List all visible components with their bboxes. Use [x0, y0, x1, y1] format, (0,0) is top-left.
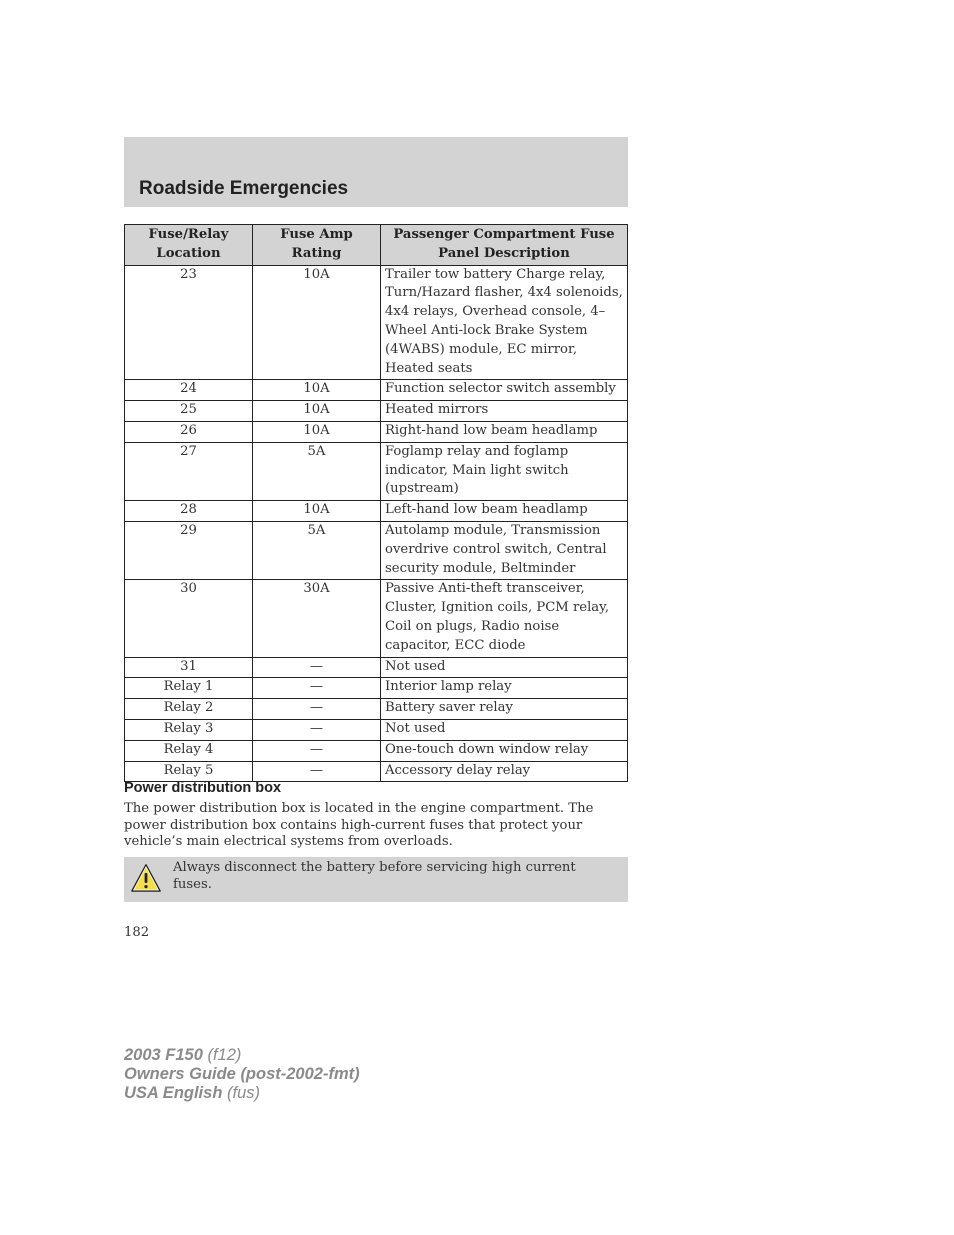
section-header-band — [124, 137, 628, 207]
table-row — [125, 421, 628, 442]
cell-rating: 10A — [253, 401, 381, 422]
table-row — [125, 761, 628, 782]
cell-description: Trailer tow battery Charge relay, Turn/Hazard flasher, 4x4 solenoids, 4x4 relays, Overhead console, 4–Wheel Anti-lock Brake System (4WABS) module, EC mirror, Heated seats — [381, 265, 628, 380]
table-row — [125, 401, 628, 422]
cell-rating: — — [253, 678, 381, 699]
cell-rating: 10A — [253, 265, 381, 380]
cell-description: Function selector switch assembly — [381, 380, 628, 401]
cell-location: Relay 4 — [125, 740, 253, 761]
cell-rating: — — [253, 740, 381, 761]
cell-location: Relay 3 — [125, 719, 253, 740]
cell-rating: 5A — [253, 521, 381, 579]
footer-line-2: Owners Guide (post-2002-fmt) — [124, 1065, 360, 1083]
body-paragraph: The power distribution box is located in the engine compartment. The power distribution box contains high-current fuses that protect your vehicle’s main electrical systems from overloads. — [124, 801, 594, 850]
table-row — [125, 501, 628, 522]
cell-rating: 10A — [253, 501, 381, 522]
cell-location: 31 — [125, 657, 253, 678]
cell-description: Battery saver relay — [381, 699, 628, 720]
cell-location: 29 — [125, 521, 253, 579]
cell-description: Accessory delay relay — [381, 761, 628, 782]
cell-rating: 5A — [253, 442, 381, 500]
subsection-heading: Power distribution box — [124, 780, 282, 796]
cell-location: 28 — [125, 501, 253, 522]
table-row — [125, 678, 628, 699]
table-row — [125, 265, 628, 380]
table-row — [125, 521, 628, 579]
table-header-row — [125, 225, 628, 266]
cell-description: Autolamp module, Transmission overdrive control switch, Central security module, Beltminder — [381, 521, 628, 579]
cell-description: Left-hand low beam headlamp — [381, 501, 628, 522]
cell-location: 24 — [125, 380, 253, 401]
cell-location: 23 — [125, 265, 253, 380]
cell-rating: 30A — [253, 580, 381, 657]
table-body — [125, 265, 628, 782]
page-number: 182 — [124, 925, 150, 940]
cell-description: Interior lamp relay — [381, 678, 628, 699]
cell-rating: 10A — [253, 380, 381, 401]
warning-triangle-icon — [130, 863, 162, 893]
cell-location: 26 — [125, 421, 253, 442]
cell-rating: 10A — [253, 421, 381, 442]
table-row — [125, 740, 628, 761]
cell-description: Heated mirrors — [381, 401, 628, 422]
footer-imprint — [124, 1046, 360, 1103]
section-title: Roadside Emergencies — [139, 178, 349, 199]
table-row — [125, 699, 628, 720]
cell-description: Not used — [381, 719, 628, 740]
warning-text: Always disconnect the battery before servicing high current fuses. — [173, 860, 576, 892]
fuse-table — [124, 224, 628, 782]
cell-rating: — — [253, 719, 381, 740]
table-row — [125, 580, 628, 657]
table-row — [125, 657, 628, 678]
cell-rating: — — [253, 699, 381, 720]
cell-rating: — — [253, 761, 381, 782]
warning-box — [124, 857, 628, 902]
column-header-location: Fuse/Relay Location — [125, 225, 253, 266]
column-header-rating: Fuse Amp Rating — [253, 225, 381, 266]
footer-line-3: USA English (fus) — [124, 1084, 260, 1102]
cell-location: 30 — [125, 580, 253, 657]
footer-line-1: 2003 F150 (f12) — [124, 1046, 242, 1064]
table-row — [125, 719, 628, 740]
cell-location: Relay 1 — [125, 678, 253, 699]
cell-location: 27 — [125, 442, 253, 500]
cell-description: Passive Anti-theft transceiver, Cluster, Ignition coils, PCM relay, Coil on plugs, Radio noise capacitor, ECC diode — [381, 580, 628, 657]
cell-location: Relay 5 — [125, 761, 253, 782]
cell-location: 25 — [125, 401, 253, 422]
cell-description: One-touch down window relay — [381, 740, 628, 761]
table-row — [125, 442, 628, 500]
cell-location: Relay 2 — [125, 699, 253, 720]
cell-rating: — — [253, 657, 381, 678]
table-row — [125, 380, 628, 401]
cell-description: Not used — [381, 657, 628, 678]
column-header-description: Passenger Compartment Fuse Panel Description — [381, 225, 628, 266]
cell-description: Right-hand low beam headlamp — [381, 421, 628, 442]
cell-description: Foglamp relay and foglamp indicator, Main light switch (upstream) — [381, 442, 628, 500]
